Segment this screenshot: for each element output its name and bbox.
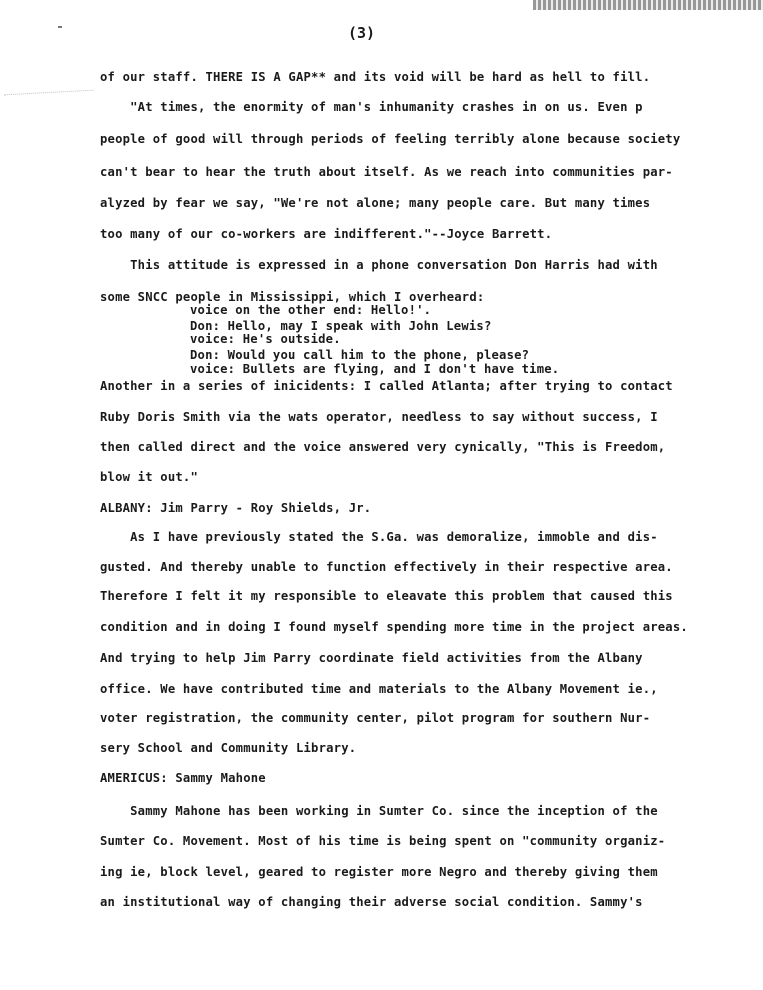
text-line: This attitude is expressed in a phone conversation Don Harris had with (100, 258, 658, 272)
text-line: some SNCC people in Mississippi, which I overheard: (100, 290, 485, 304)
text-line: blow it out." (100, 470, 198, 484)
text-line: of our staff. THERE IS A GAP** and its void will be hard as hell to fill. (100, 70, 651, 84)
text-line: gusted. And thereby unable to function effectively in their respective area. (100, 560, 673, 574)
text-line: an institutional way of changing their adverse social condition. Sammy's (100, 895, 643, 909)
dialogue-line: voice on the other end: Hello!'. (190, 303, 432, 317)
text-line: As I have previously stated the S.Ga. was demoralize, immoble and dis- (100, 530, 658, 544)
dialogue-line: voice: He's outside. (190, 332, 341, 346)
text-line: And trying to help Jim Parry coordinate field activities from the Albany (100, 651, 643, 665)
text-line: sery School and Community Library. (100, 741, 357, 755)
scan-dash-mark (58, 26, 62, 28)
dialogue-line: Don: Hello, may I speak with John Lewis? (190, 319, 492, 333)
text-line: Another in a series of inicidents: I called Atlanta; after trying to contact (100, 379, 673, 393)
text-line: office. We have contributed time and materials to the Albany Movement ie., (100, 682, 658, 696)
scan-edge-artifact (533, 0, 763, 10)
text-line: condition and in doing I found myself spending more time in the project areas. (100, 620, 688, 634)
text-line: then called direct and the voice answered very cynically, "This is Freedom, (100, 440, 666, 454)
text-line: alyzed by fear we say, "We're not alone; many people care. But many times (100, 196, 651, 210)
text-line: people of good will through periods of feeling terribly alone because society (100, 132, 681, 146)
dialogue-line: Don: Would you call him to the phone, please? (190, 348, 530, 362)
section-heading-albany: ALBANY: Jim Parry - Roy Shields, Jr. (100, 501, 372, 515)
text-line: too many of our co-workers are indifferent."--Joyce Barrett. (100, 227, 553, 241)
text-line: Ruby Doris Smith via the wats operator, needless to say without success, I (100, 410, 658, 424)
text-line: can't bear to hear the truth about itself. As we reach into communities par- (100, 165, 673, 179)
scan-stray-mark (4, 90, 94, 106)
text-line: Therefore I felt it my responsible to eleavate this problem that caused this (100, 589, 673, 603)
text-line: "At times, the enormity of man's inhumanity crashes in on us. Even p (100, 100, 643, 114)
text-line: voter registration, the community center, pilot program for southern Nur- (100, 711, 651, 725)
page-number: (3) (348, 24, 376, 42)
section-heading-americus: AMERICUS: Sammy Mahone (100, 771, 266, 785)
dialogue-line: voice: Bullets are flying, and I don't have time. (190, 362, 560, 376)
text-line: Sammy Mahone has been working in Sumter Co. since the inception of the (100, 804, 658, 818)
text-line: Sumter Co. Movement. Most of his time is being spent on "community organiz- (100, 834, 666, 848)
text-line: ing ie, block level, geared to register more Negro and thereby giving them (100, 865, 658, 879)
